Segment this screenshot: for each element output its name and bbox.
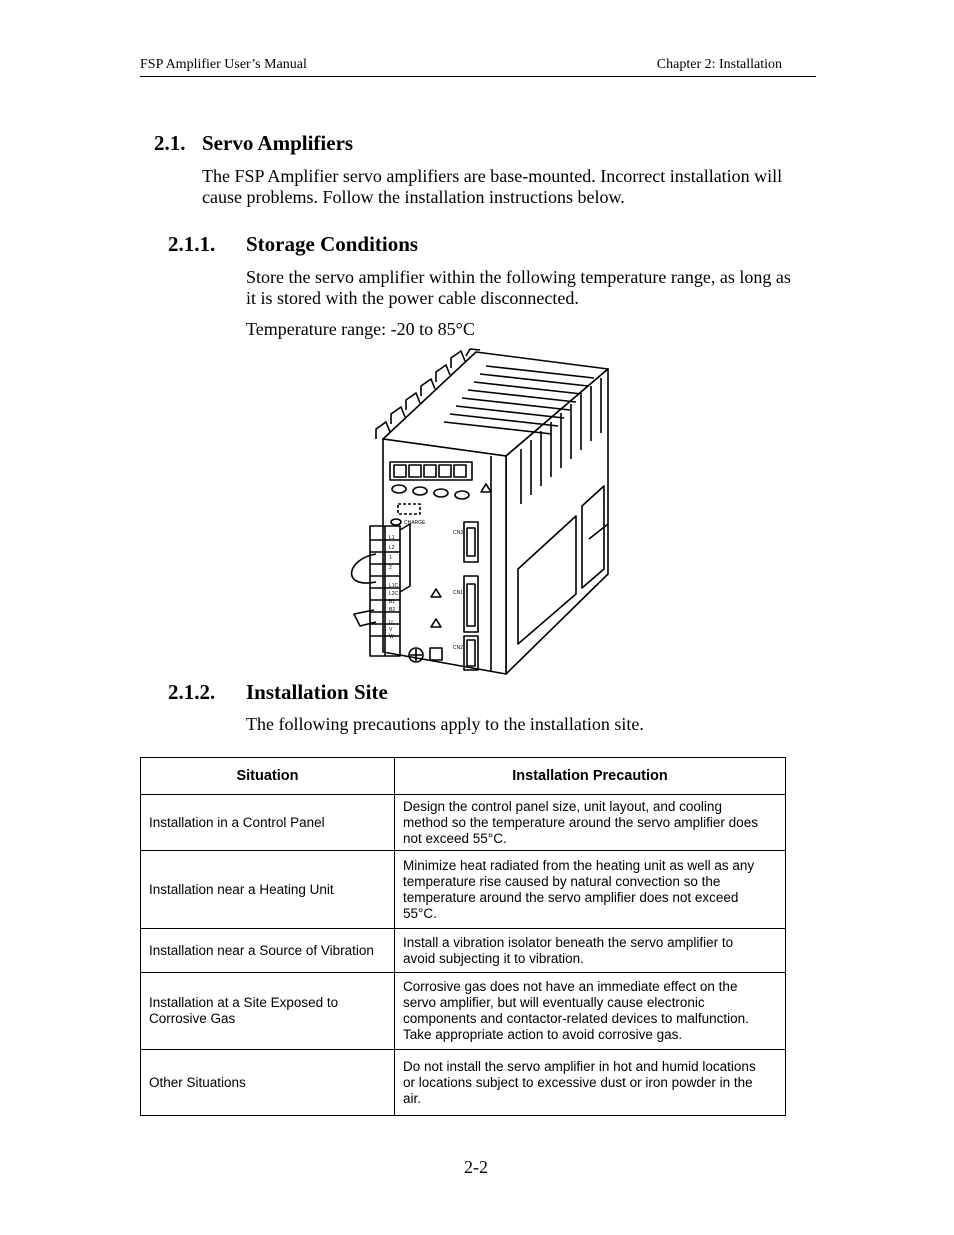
section-2-1-2-body: The following precautions apply to the installation site. xyxy=(246,714,644,734)
terminal-label: L2C xyxy=(389,591,399,597)
precaution-line: not exceed 55°C. xyxy=(403,830,507,846)
body-line: The FSP Amplifier servo amplifiers are base-mounted. Incorrect installation will xyxy=(202,166,783,186)
terminal-label: L2 xyxy=(389,545,395,551)
page-number: 2-2 xyxy=(464,1157,488,1177)
precaution-line: temperature around the servo amplifier does not exceed xyxy=(403,889,739,905)
precaution-line: Do not install the servo amplifier in hot and humid locations xyxy=(403,1058,756,1074)
connector-label: CN2 xyxy=(453,645,464,651)
precaution-cell xyxy=(395,851,786,929)
section-2-1-body xyxy=(202,166,782,208)
terminal-label: U xyxy=(389,620,393,626)
body-line: cause problems. Follow the installation instructions below. xyxy=(202,187,625,207)
section-title: Installation Site xyxy=(246,680,388,704)
precaution-line: Design the control panel size, unit layout, and cooling xyxy=(403,798,722,814)
terminal-label: B2 xyxy=(389,607,396,613)
precaution-cell xyxy=(395,973,786,1050)
precaution-cell xyxy=(395,929,786,973)
terminal-label: L1 xyxy=(389,535,395,541)
column-header-precaution: Installation Precaution xyxy=(395,758,786,795)
table-row xyxy=(141,795,786,851)
table-header-row xyxy=(141,758,786,795)
precaution-line: temperature rise caused by natural convection so the xyxy=(403,873,721,889)
precaution-line: components and contactor-related devices to malfunction. xyxy=(403,1011,749,1026)
precaution-line: 55°C. xyxy=(403,905,437,921)
section-number: 2.1. xyxy=(154,131,186,155)
precaution-line: or locations subject to excessive dust or iron powder in the xyxy=(403,1074,753,1090)
manual-title: FSP Amplifier User’s Manual xyxy=(140,57,307,72)
table-row xyxy=(141,851,786,929)
precaution-line: Take appropriate action to avoid corrosive gas. xyxy=(403,1027,683,1042)
precaution-line: method so the temperature around the servo amplifier does xyxy=(403,814,758,830)
section-number: 2.1.2. xyxy=(168,680,216,704)
terminal-label: L1C xyxy=(389,583,399,589)
section-number: 2.1.1. xyxy=(168,232,216,256)
terminal-label: 2 xyxy=(389,565,392,571)
table-row xyxy=(141,973,786,1050)
precaution-line: avoid subjecting it to vibration. xyxy=(403,950,584,966)
section-2-1-heading xyxy=(154,131,353,156)
table-row xyxy=(141,1050,786,1116)
table-row xyxy=(141,929,786,973)
charge-label: CHARGE xyxy=(404,520,426,526)
connector-label: CN3 xyxy=(453,530,464,536)
precaution-line: Install a vibration isolator beneath the servo amplifier to xyxy=(403,934,734,950)
terminal-label: W xyxy=(389,634,394,640)
precaution-line: Minimize heat radiated from the heating unit as well as any xyxy=(403,857,755,873)
body-line: Store the servo amplifier within the following temperature range, as long as xyxy=(246,267,791,287)
situation-line: Installation at a Site Exposed to xyxy=(149,995,339,1010)
terminal-label: B1 xyxy=(389,599,396,605)
situation-line: Corrosive Gas xyxy=(149,1011,236,1026)
precaution-line: air. xyxy=(403,1090,422,1106)
servo-amplifier-illustration xyxy=(346,344,610,678)
situation-cell xyxy=(141,973,395,1050)
situation-cell: Installation in a Control Panel xyxy=(141,795,395,851)
precaution-cell xyxy=(395,795,786,851)
precaution-cell xyxy=(395,1050,786,1116)
chapter-title: Chapter 2: Installation xyxy=(656,57,782,72)
section-title: Storage Conditions xyxy=(246,232,419,256)
section-2-1-1-body xyxy=(246,267,791,309)
temperature-range: Temperature range: -20 to 85°C xyxy=(246,319,475,339)
terminal-label: 1 xyxy=(389,555,392,561)
precaution-line: Corrosive gas does not have an immediate effect on the xyxy=(403,979,738,994)
section-title: Servo Amplifiers xyxy=(202,131,354,155)
situation-cell: Installation near a Heating Unit xyxy=(141,851,395,929)
page-header xyxy=(140,57,816,77)
column-header-situation: Situation xyxy=(141,758,395,795)
section-2-1-1-heading xyxy=(168,232,418,257)
installation-precautions-table xyxy=(140,757,786,1116)
section-2-1-2-heading xyxy=(168,680,388,705)
connector-label: CN1 xyxy=(453,590,464,596)
body-line: it is stored with the power cable disconnected. xyxy=(246,288,579,308)
situation-cell: Installation near a Source of Vibration xyxy=(141,929,395,973)
precaution-line: servo amplifier, but will eventually cause electronic xyxy=(403,995,705,1010)
situation-cell: Other Situations xyxy=(141,1050,395,1116)
terminal-label: V xyxy=(389,627,393,633)
